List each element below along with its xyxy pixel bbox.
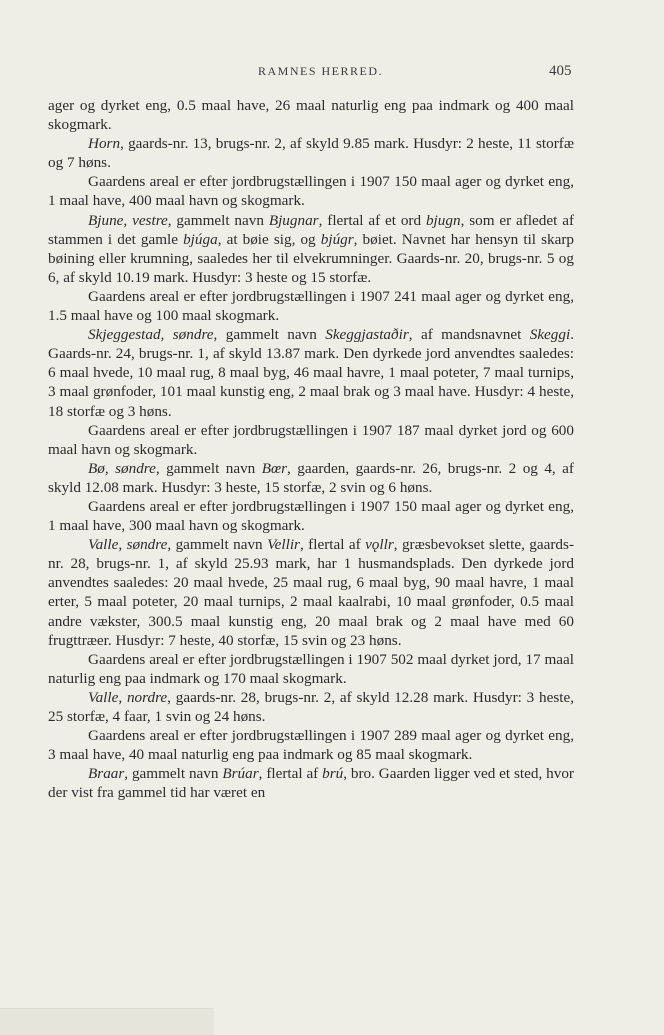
paragraph bbox=[48, 325, 574, 420]
text-run: Gaardens areal er efter jordbrugstællingen i 1907 150 maal ager og dyrket eng, 1 maal have, 400 maal havn og skogmark. bbox=[48, 173, 574, 210]
paragraph bbox=[48, 535, 574, 650]
paragraph bbox=[48, 764, 574, 802]
paragraph bbox=[48, 134, 574, 172]
italic-term: Bœr bbox=[261, 459, 288, 477]
italic-term: Skeggjastaðir bbox=[325, 326, 409, 344]
paragraph bbox=[48, 688, 574, 726]
text-run: Gaardens areal er efter jordbrugstællingen i 1907 150 maal ager og dyrket eng, 1 maal have, 300 maal havn og skogmark. bbox=[48, 497, 574, 535]
text-run: , bro. Gaarden ligger ved et sted, hvor der vist fra gammel tid har været en bbox=[48, 765, 574, 802]
text-run: , gammelt navn bbox=[155, 459, 262, 477]
paragraph bbox=[48, 172, 574, 210]
page-number: 405 bbox=[549, 63, 572, 79]
text-run: , af mandsnavnet bbox=[408, 326, 530, 344]
text-run: , gammelt navn bbox=[167, 211, 269, 229]
italic-term: Valle, nordre bbox=[88, 688, 168, 706]
italic-term: brú bbox=[322, 765, 344, 783]
page-header bbox=[0, 64, 664, 84]
text-run: , gammelt navn bbox=[167, 536, 268, 554]
paragraph bbox=[48, 726, 574, 764]
text-run: , at bøie sig, og bbox=[217, 230, 321, 248]
text-run: , græsbevokset slette, gaards-nr. 28, brugs-nr. 1, af skyld 25.93 mark, har 1 husmandsplads. Den dyrkede jord anvendtes saaledes: 20 maal hvede, 25 maal rug, 6 maal byg, 90 maal havre, 1 maal erter, 5 maal poteter, 20 maal turnips, 2 maal kaalrabi, 10 maal grønfoder, 0.5 maal andre vækster, 300.5 maal kunstig eng, 20 maal brak og 2 maal have med 60 frugttræer. Husdyr: 7 heste, 40 storfæ, 15 svin og 23 høns. bbox=[48, 536, 574, 649]
text-run: , flertal af bbox=[299, 536, 366, 554]
text-run: , gaarden, gaards-nr. 26, brugs-nr. 2 og 4, af skyld 12.08 mark. Husdyr: 3 heste, 15 storfæ, 2 svin og 6 høns. bbox=[48, 459, 574, 496]
italic-term: Bjugnar bbox=[268, 211, 319, 229]
italic-term: bjugn bbox=[425, 211, 461, 229]
italic-term: Braar bbox=[88, 765, 125, 783]
text-run: Gaardens areal er efter jordbrugstællingen i 1907 502 maal dyrket jord, 17 maal naturlig eng paa indmark og 170 maal skogmark. bbox=[48, 650, 574, 687]
text-run: Gaardens areal er efter jordbrugstællingen i 1907 289 maal ager og dyrket eng, 3 maal have, 40 maal naturlig eng paa indmark og 85 maal skogmark. bbox=[48, 727, 574, 764]
text-run: , gammelt navn bbox=[124, 765, 223, 783]
italic-term: bjúga bbox=[183, 230, 218, 248]
paragraph bbox=[48, 421, 574, 459]
text-run: , bøiet. Navnet har hensyn til skarp bøining eller krumning, saaledes her til elvekrumninger. Gaards-nr. 20, brugs-nr. 5 og 6, af skyld 10.19 mark. Husdyr: 3 heste og 15 storfæ. bbox=[48, 230, 574, 286]
text-run: . Gaards-nr. 24, brugs-nr. 1, af skyld 13.87 mark. Den dyrkede jord anvendtes saaledes: 6 maal hvede, 10 maal rug, 8 maal byg, 46 maal havre, 1 maal poteter, 7 maal turnips, 3 maal grønfoder, 101 maal kunstig eng, 2 maal brak og 3 maal have. Husdyr: 4 heste, 18 storfæ og 3 høns. bbox=[48, 326, 574, 420]
italic-term: Horn bbox=[88, 135, 121, 153]
paragraph bbox=[48, 650, 574, 688]
italic-term: bjúgr bbox=[320, 230, 354, 248]
paragraph bbox=[48, 459, 574, 497]
paragraph bbox=[48, 287, 574, 325]
text-run: Gaardens areal er efter jordbrugstællingen i 1907 241 maal ager og dyrket eng, 1.5 maal have og 100 maal skogmark. bbox=[48, 287, 574, 325]
text-run: , gaards-nr. 28, brugs-nr. 2, af skyld 12.28 mark. Husdyr: 3 heste, 25 storfæ, 4 faar, 1 svin og 24 høns. bbox=[48, 688, 574, 725]
text-run: , flertal af bbox=[258, 765, 323, 783]
italic-term: Bjune, vestre bbox=[88, 211, 168, 229]
text-run: ager og dyrket eng, 0.5 maal have, 26 maal naturlig eng paa indmark og 400 maal skogmark. bbox=[48, 97, 574, 134]
italic-term: Skjeggestad, søndre bbox=[88, 326, 214, 344]
italic-term: vǫllr bbox=[365, 536, 394, 554]
italic-term: Vellir bbox=[267, 536, 300, 554]
italic-term: Brúar bbox=[222, 765, 259, 783]
text-run: , som er afledet af stammen i det gamle bbox=[48, 211, 575, 248]
text-run: , gaards-nr. 13, brugs-nr. 2, af skyld 9.85 mark. Husdyr: 2 heste, 11 storfæ og 7 høns. bbox=[48, 135, 574, 172]
body-text bbox=[48, 96, 574, 802]
paragraph bbox=[48, 96, 574, 134]
text-run: Gaardens areal er efter jordbrugstællingen i 1907 187 maal dyrket jord og 600 maal havn og skogmark. bbox=[48, 421, 574, 458]
page-corner-shadow bbox=[0, 1008, 214, 1035]
paragraph bbox=[48, 497, 574, 535]
paragraph bbox=[48, 211, 574, 287]
italic-term: Skeggi bbox=[529, 326, 571, 344]
italic-term: Bø, søndre bbox=[88, 459, 156, 477]
text-run: , flertal af et ord bbox=[318, 211, 426, 229]
text-run: , gammelt navn bbox=[213, 326, 326, 344]
italic-term: Valle, søndre bbox=[88, 536, 168, 554]
running-head: RAMNES HERRED. bbox=[258, 64, 384, 78]
